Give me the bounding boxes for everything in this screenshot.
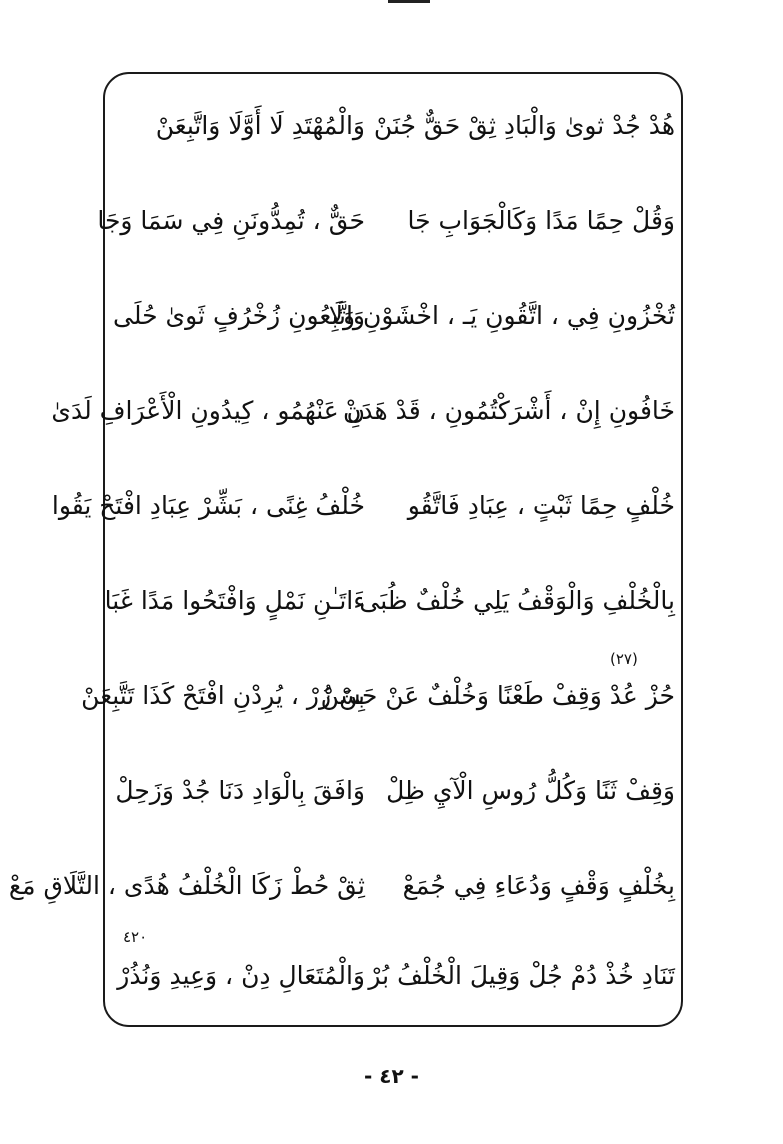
verse-row xyxy=(81,666,675,726)
verse-second-hemistich: وَالْمُتَعَالِ دِنْ ، وَعِيدِ وَنُذُرْ xyxy=(117,961,365,990)
verse-row xyxy=(97,191,675,251)
line-number-marker: ٤٢٠ xyxy=(123,928,148,946)
verse-row xyxy=(115,946,675,1006)
verse-row xyxy=(115,286,675,346)
verse-first-hemistich: وَقُلْ حِمًا مَدًا وَكَالْجَوَابِ جَا xyxy=(407,206,675,235)
verse-second-hemistich: ثِقْ حُطْ زَكَا الْخُلْفُ هُدًى ، التَّلَاقِ مَعْ xyxy=(8,871,365,900)
verse-second-hemistich: وَافَقَ بِالْوَادِ دَنَا جُدْ وَزَحِلْ xyxy=(115,776,365,805)
verse-second-hemistich: وَاتَّبِعُونِ زُخْرُفٍ ثَوىٰ حُلَى xyxy=(113,301,365,330)
verse-first-hemistich: خَافُونِ إِنْ ، أَشْرَكْتُمُونِ ، قَدْ هَدَنْ xyxy=(342,396,675,425)
verse-first-hemistich: وَقِفْ ثَنًا وَكُلُّ رُوسِ الْآيِ ظِلْ xyxy=(386,776,675,805)
verse-second-hemistich: وَالْمُهْتَدِ لَا أَوَّلَا وَاتَّبِعَنْ xyxy=(155,111,365,140)
verse-first-hemistich: تَنَادِ خُذْ دُمْ جُلْ وَقِيلَ الْخُلْفُ بُرْ xyxy=(368,961,675,990)
verse-row xyxy=(51,476,675,536)
verse-second-hemistich: خُلْفُ غِنًى ، بَشِّرْ عِبَادِ افْتَحْ يَقُوا xyxy=(51,491,365,520)
verse-first-hemistich: بِخُلْفٍ وَقْفٍ وَدُعَاءِ فِي جُمَعْ xyxy=(402,871,675,900)
verse-list xyxy=(8,96,675,1006)
verse-first-hemistich: هُدْ جُدْ ثوىٰ وَالْبَادِ ثِقْ حَقٌّ جُنَنْ xyxy=(373,111,675,140)
verse-second-hemistich: نِ عَنْهُمُو ، كِيدُونِ الْأَعْرَافِ لَدَىٰ xyxy=(51,396,365,425)
page-number: - ٤٢ - xyxy=(364,1064,419,1088)
verse-first-hemistich: حُزْ عُدْ وَقِفْ طَعْنًا وَخُلْفٌ عَنْ حَسَنْ xyxy=(320,681,675,710)
verse-row xyxy=(51,381,675,441)
verse-row xyxy=(115,761,675,821)
verse-row xyxy=(8,856,675,916)
verse-second-hemistich: بِنْ زُرْ ، يُرِدْنِ افْتَحْ كَذَا تَتَّبِعَنْ xyxy=(81,681,365,710)
verse-second-hemistich: ءَاتَـٰنِ نَمْلٍ وَافْتَحُوا مَدًا غَبَا xyxy=(104,586,365,615)
verse-first-hemistich: خُلْفٍ حِمًا ثَبْتٍ ، عِبَادِ فَاتَّقُو xyxy=(407,491,675,520)
top-rule xyxy=(388,0,430,3)
verse-row xyxy=(115,96,675,156)
verse-row xyxy=(104,571,675,631)
verse-number-marker: (٢٧) xyxy=(610,650,638,668)
verse-first-hemistich: تُخْزُونِ فِي ، اتَّقُونِ يَـ ، اخْشَوْنِ وَلَا xyxy=(328,301,675,330)
verse-first-hemistich: بِالْخُلْفِ وَالْوَقْفُ يَلِي خُلْفٌ ظُبَى xyxy=(359,586,675,615)
verse-second-hemistich: حَقٌّ ، تُمِدُّونَنِ فِي سَمَا وَجَا xyxy=(97,206,365,235)
